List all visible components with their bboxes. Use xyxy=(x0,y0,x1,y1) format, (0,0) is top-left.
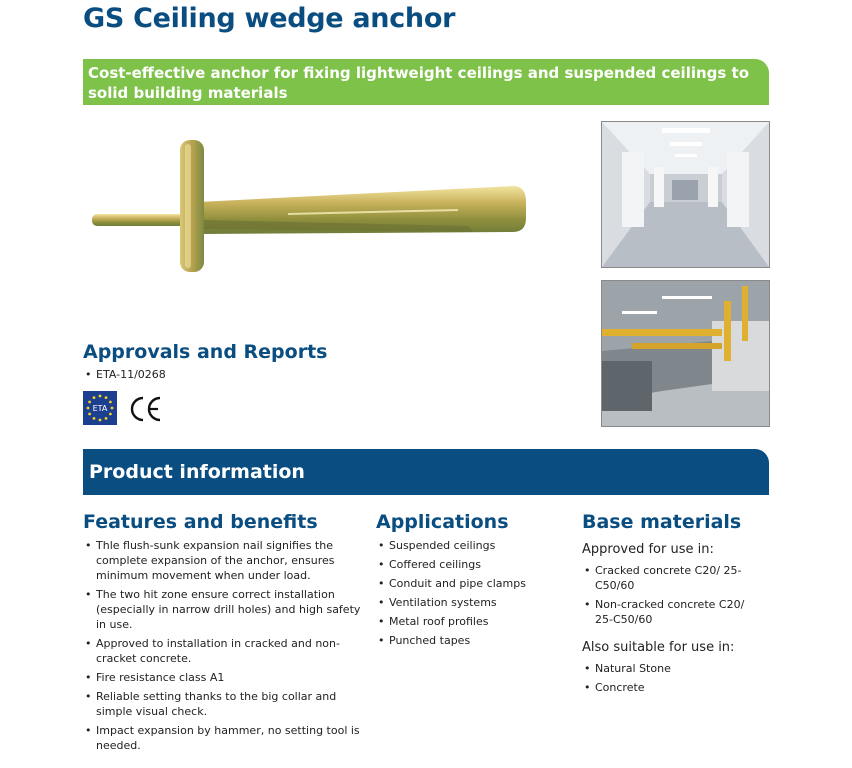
applications-list xyxy=(376,538,566,652)
list-item: • Metal roof profiles xyxy=(376,614,566,629)
list-item: • The two hit zone ensure correct installation (especially in narrow drill holes) and high safety in use. xyxy=(83,587,368,632)
page-title: GS Ceiling wedge anchor xyxy=(83,3,456,34)
subtitle-banner xyxy=(83,59,769,105)
approved-list xyxy=(582,563,762,631)
ceiling-room-photo xyxy=(601,121,770,268)
list-item: • Concrete xyxy=(582,680,762,695)
approvals-title: Approvals and Reports xyxy=(83,341,328,363)
list-item: • Fire resistance class A1 xyxy=(83,670,368,685)
subtitle-text: Cost-effective anchor for fixing lightweight ceilings and suspended ceilings to solid building materials xyxy=(88,64,750,102)
suitable-list xyxy=(582,661,762,699)
suitable-label: Also suitable for use in: xyxy=(582,640,735,655)
eta-logo-icon xyxy=(83,391,117,425)
product-info-title: Product information xyxy=(89,461,305,483)
ce-mark-icon xyxy=(127,394,165,424)
list-item: • Approved to installation in cracked and non-cracket concrete. xyxy=(83,636,368,666)
list-item: • Non-cracked concrete C20/ 25-C50/60 xyxy=(582,597,762,627)
list-item: • ETA-11/0268 xyxy=(83,367,283,382)
approvals-list xyxy=(83,367,283,386)
pipes-ceiling-photo xyxy=(601,280,770,427)
list-item: • Ventilation systems xyxy=(376,595,566,610)
list-item: • Suspended ceilings xyxy=(376,538,566,553)
list-item: • Coffered ceilings xyxy=(376,557,566,572)
anchor-product-image xyxy=(88,130,538,280)
applications-title: Applications xyxy=(376,511,509,533)
base-materials-title: Base materials xyxy=(582,511,742,533)
features-list xyxy=(83,538,368,757)
list-item: • Impact expansion by hammer, no setting tool is needed. xyxy=(83,723,368,753)
list-item: • Conduit and pipe clamps xyxy=(376,576,566,591)
list-item: • Natural Stone xyxy=(582,661,762,676)
list-item: • Reliable setting thanks to the big collar and simple visual check. xyxy=(83,689,368,719)
features-title: Features and benefits xyxy=(83,511,318,533)
approved-label: Approved for use in: xyxy=(582,542,714,557)
list-item: • Punched tapes xyxy=(376,633,566,648)
product-info-banner xyxy=(83,449,769,495)
list-item: • Thle flush-sunk expansion nail signifies the complete expansion of the anchor, ensures minimum movement when under load. xyxy=(83,538,368,583)
list-item: • Cracked concrete C20/ 25-C50/60 xyxy=(582,563,762,593)
svg-text:ETA: ETA xyxy=(92,404,108,413)
